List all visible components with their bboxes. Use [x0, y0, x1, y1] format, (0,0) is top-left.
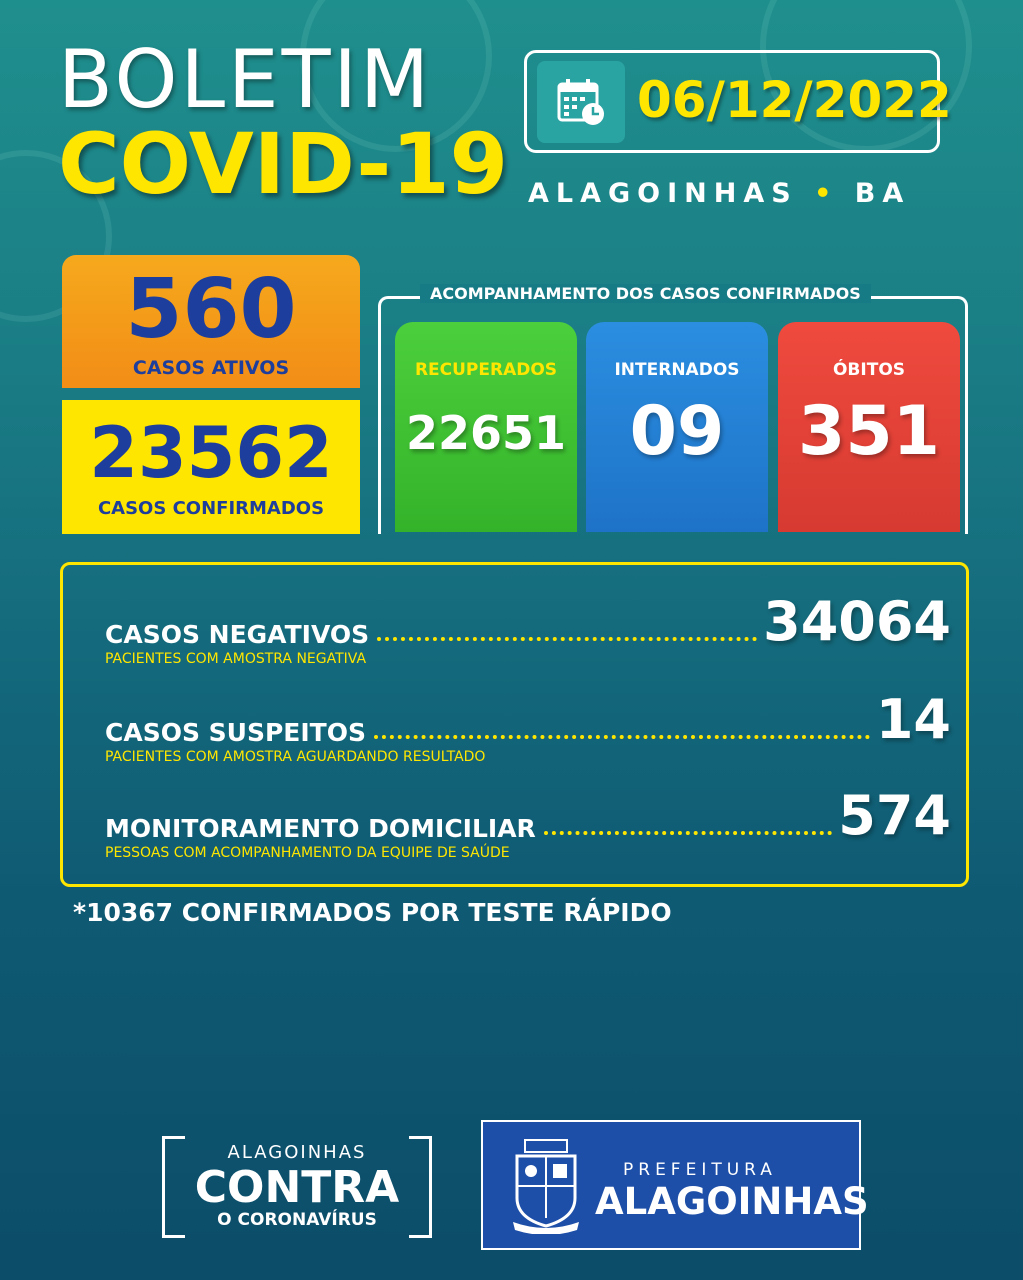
hospitalized-label: INTERNADOS — [614, 360, 740, 380]
home-monitoring-row — [105, 784, 951, 861]
deaths-value: 351 — [798, 392, 940, 471]
calendar-clock-icon — [537, 61, 625, 143]
city-crest-icon — [511, 1138, 581, 1234]
suspected-cases-value: 14 — [875, 688, 951, 751]
campaign-contra: CONTRA — [194, 1162, 400, 1213]
campaign-city: ALAGOINHAS — [227, 1142, 367, 1163]
recovered-label: RECUPERADOS — [414, 360, 558, 380]
state-name: BA — [854, 178, 911, 209]
date-box — [524, 50, 952, 153]
separator-dot: • — [814, 178, 839, 209]
leader-dots — [377, 637, 757, 641]
deaths-label: ÓBITOS — [832, 360, 906, 380]
suspected-cases-label: CASOS SUSPEITOS — [105, 718, 366, 747]
campaign-logo — [162, 1136, 432, 1236]
details-box — [60, 562, 969, 887]
confirmed-cases-box — [62, 400, 360, 534]
recovered-value: 22651 — [405, 406, 567, 460]
suspected-cases-row — [105, 688, 951, 765]
active-cases-label: CASOS ATIVOS — [132, 357, 290, 379]
home-monitoring-value: 574 — [838, 784, 951, 847]
negative-cases-row — [105, 590, 951, 667]
hospitalized-card — [586, 322, 768, 532]
leader-dots — [544, 831, 832, 835]
title-boletim: BOLETIM — [58, 33, 433, 126]
negative-cases-sub: PACIENTES COM AMOSTRA NEGATIVA — [105, 651, 367, 667]
negative-cases-value: 34064 — [763, 590, 951, 653]
tracking-title: ACOMPANHAMENTO DOS CASOS CONFIRMADOS — [420, 284, 871, 303]
prefeitura-city: ALAGOINHAS — [595, 1180, 869, 1223]
city-state — [528, 178, 948, 209]
home-monitoring-label: MONITORAMENTO DOMICILIAR — [105, 814, 536, 843]
leader-dots — [374, 735, 870, 739]
negative-cases-label: CASOS NEGATIVOS — [105, 620, 370, 649]
confirmed-cases-value: 23562 — [89, 412, 333, 494]
suspected-cases-sub: PACIENTES COM AMOSTRA AGUARDANDO RESULTADO — [105, 749, 486, 765]
active-cases-box — [62, 255, 360, 388]
deaths-card — [778, 322, 960, 532]
city-name: ALAGOINHAS — [528, 178, 798, 209]
active-cases-value: 560 — [125, 262, 297, 357]
rapid-test-footnote: *10367 CONFIRMADOS POR TESTE RÁPIDO — [73, 898, 672, 927]
home-monitoring-sub: PESSOAS COM ACOMPANHAMENTO DA EQUIPE DE SAÚDE — [105, 845, 510, 861]
bulletin-date: 06/12/2022 — [637, 71, 952, 129]
confirmed-cases-label: CASOS CONFIRMADOS — [97, 498, 325, 519]
hospitalized-value: 09 — [629, 392, 725, 471]
title-covid: COVID-19 — [58, 115, 509, 213]
recovered-card — [395, 322, 577, 532]
prefeitura-label: PREFEITURA — [623, 1160, 777, 1180]
campaign-coronavirus: O CORONAVÍRUS — [217, 1210, 377, 1230]
prefeitura-logo — [481, 1120, 869, 1250]
